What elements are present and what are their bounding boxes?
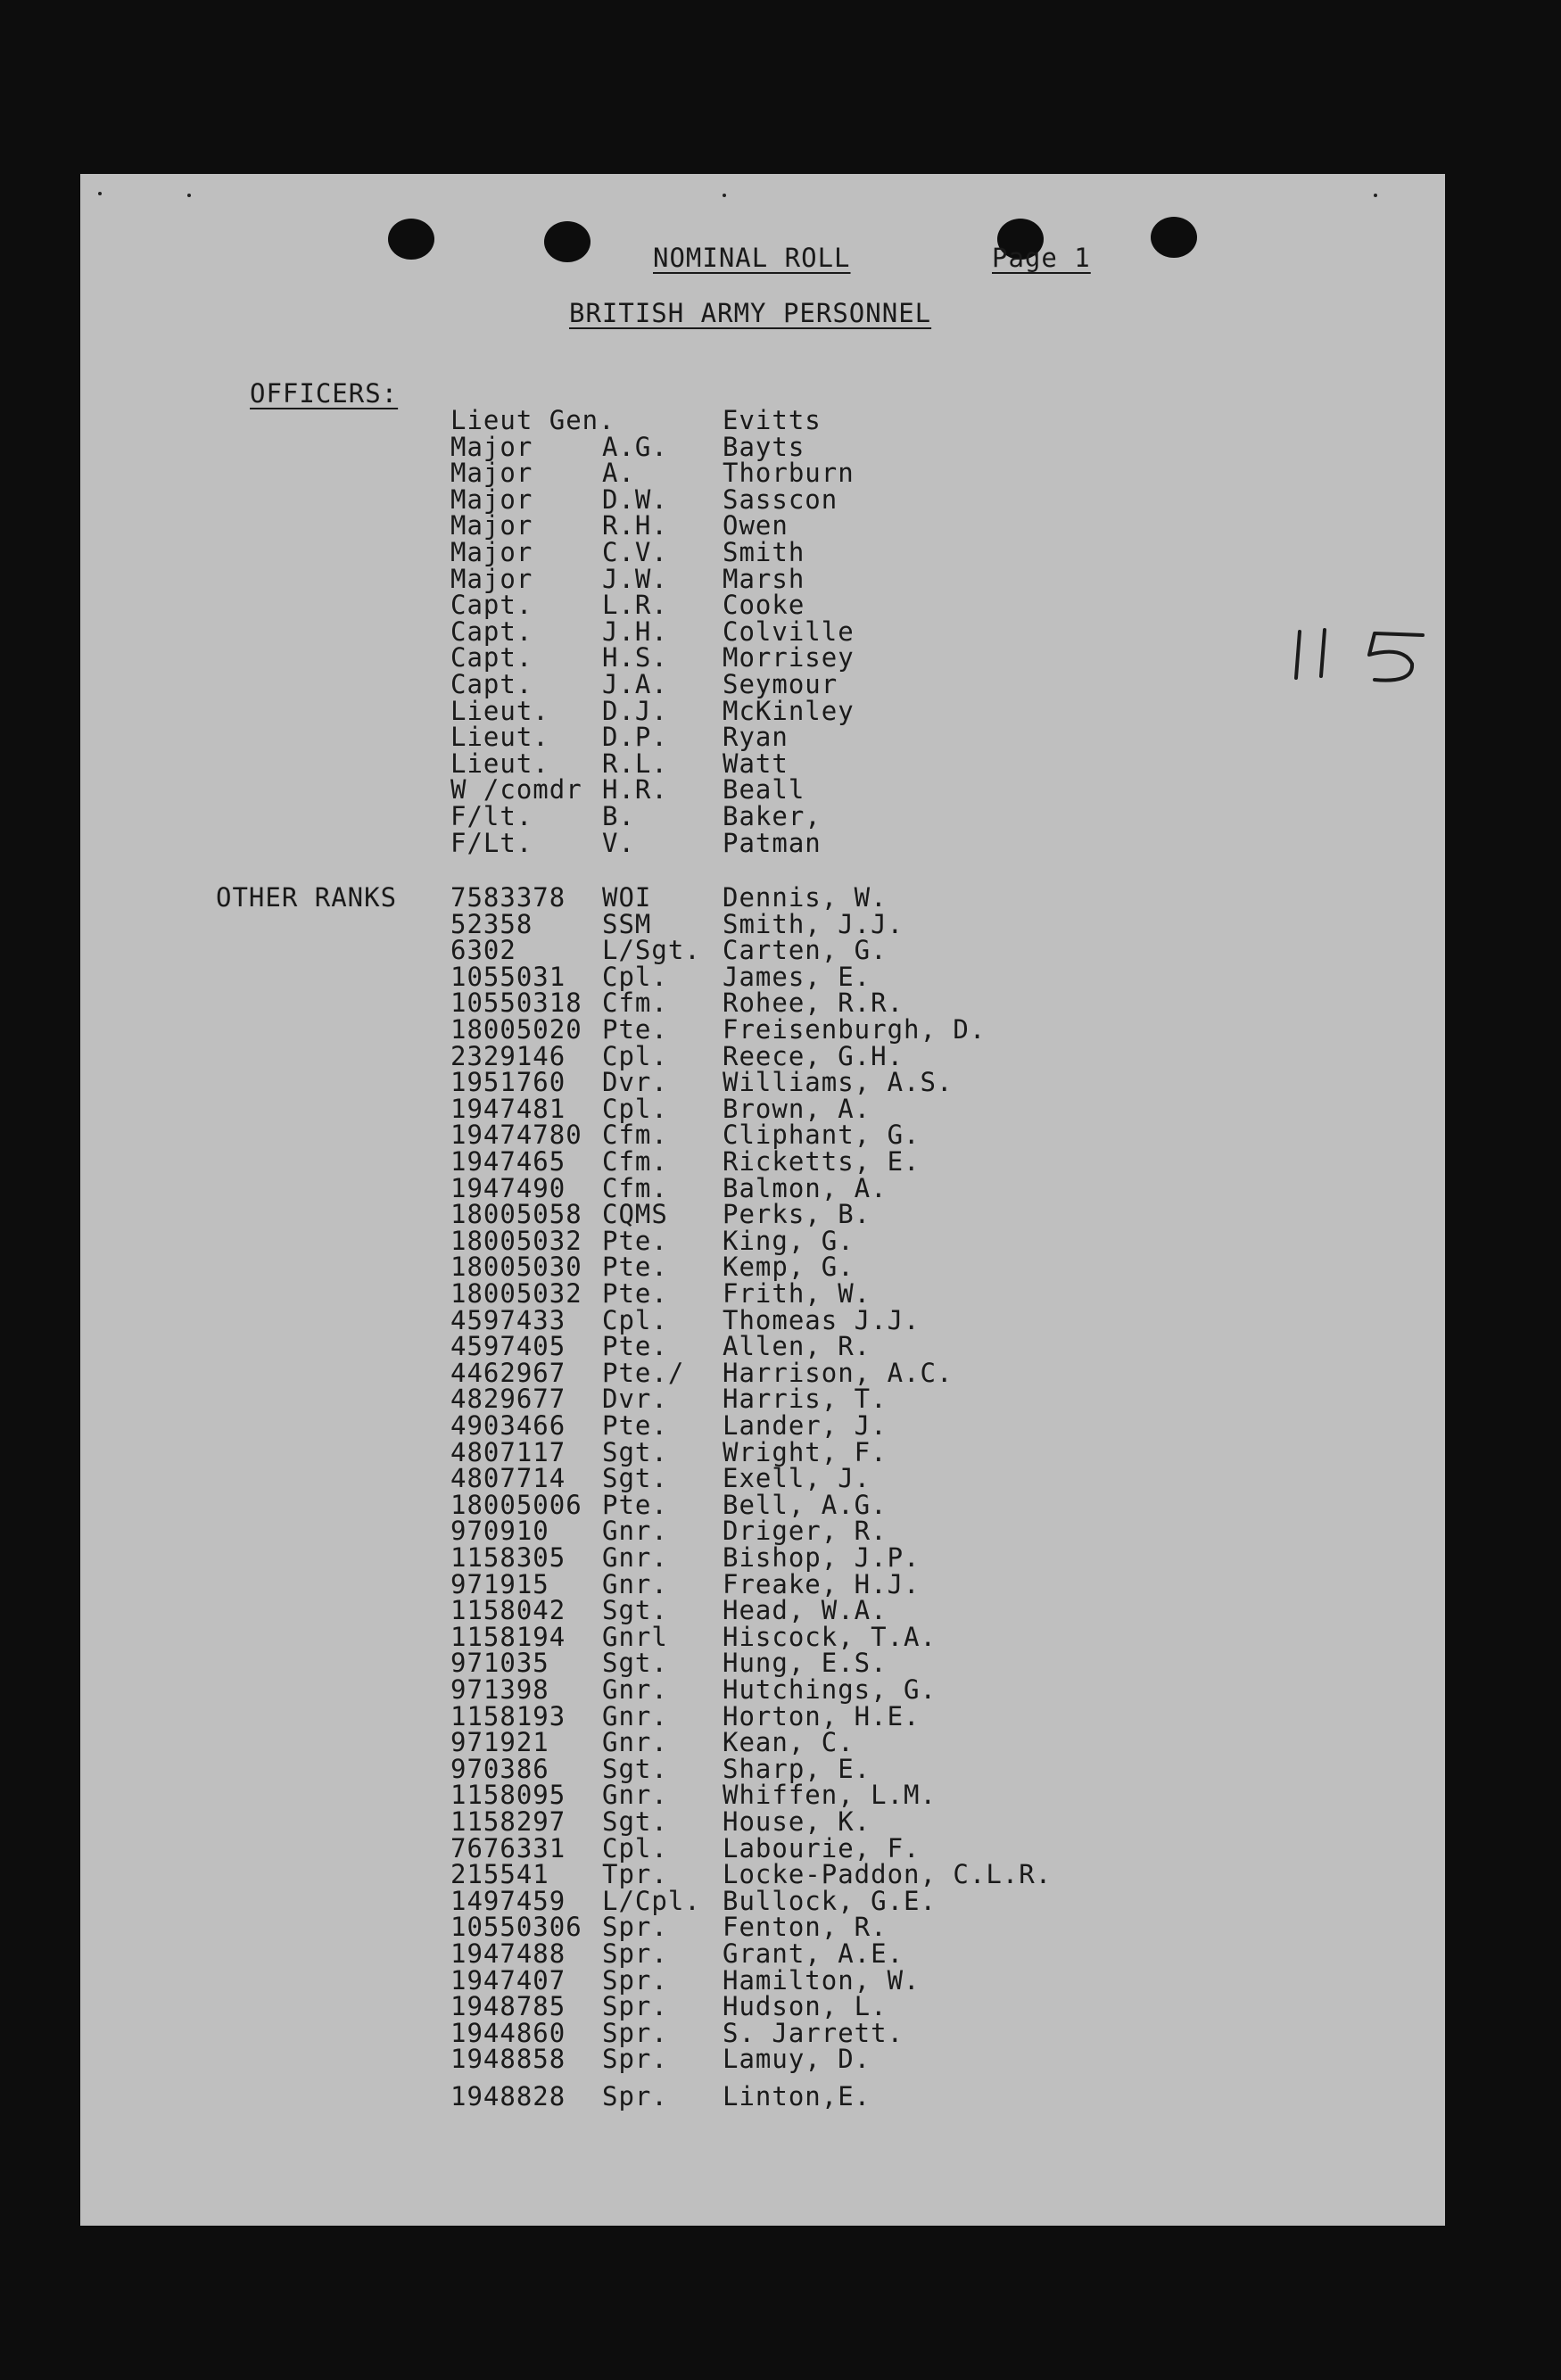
- soldier-name: Bullock, G.E.: [723, 1885, 937, 1916]
- officer-row: [80, 431, 1445, 462]
- paper-speck: [98, 192, 102, 195]
- soldier-name: Frith, W.: [723, 1278, 871, 1309]
- soldier-rank: Gnr.: [602, 1727, 668, 1758]
- soldier-name: Brown, A.: [723, 1093, 871, 1124]
- soldier-rank: Spr.: [602, 1938, 668, 1969]
- other-rank-row: [80, 1172, 1445, 1203]
- officer-rank: Lieut.: [450, 722, 549, 753]
- officer-initials: V.: [602, 827, 635, 858]
- soldier-rank: Spr.: [602, 1964, 668, 1996]
- soldier-rank: Dvr.: [602, 1384, 668, 1415]
- officer-name: Cooke: [723, 590, 805, 621]
- soldier-name: Exell, J.: [723, 1463, 871, 1494]
- service-number: 1947488: [450, 1938, 566, 1969]
- service-number: 1158305: [450, 1542, 566, 1573]
- soldier-name: Freisenburgh, D.: [723, 1014, 987, 1045]
- service-number: 7583378: [450, 882, 566, 913]
- officer-rank: Lieut Gen.: [450, 405, 615, 435]
- officer-row: [80, 537, 1445, 567]
- other-rank-row: [80, 908, 1445, 939]
- soldier-rank: Sgt.: [602, 1806, 668, 1837]
- soldier-rank: Cpl.: [602, 1040, 668, 1071]
- soldier-name: Reece, G.H.: [723, 1040, 904, 1071]
- officer-row: [80, 827, 1445, 858]
- paper-speck: [723, 194, 726, 197]
- officer-rank: Lieut.: [450, 695, 549, 726]
- service-number: 215541: [450, 1859, 549, 1890]
- service-number: 1497459: [450, 1885, 566, 1916]
- other-rank-row: [80, 1568, 1445, 1599]
- officer-initials: J.H.: [602, 616, 668, 647]
- soldier-rank: Spr.: [602, 1991, 668, 2022]
- officer-rank: W /comdr: [450, 774, 582, 806]
- soldier-rank: Pte.: [602, 1278, 668, 1309]
- service-number: 1951760: [450, 1067, 566, 1098]
- service-number: 971921: [450, 1727, 549, 1758]
- service-number: 6302: [450, 935, 516, 966]
- officer-rank: F/lt.: [450, 801, 533, 831]
- officer-row: [80, 616, 1445, 647]
- other-rank-row: [80, 1964, 1445, 1996]
- officer-row: [80, 460, 1445, 487]
- service-number: 18005020: [450, 1014, 582, 1045]
- soldier-name: Driger, R.: [723, 1516, 888, 1547]
- officer-row: [80, 592, 1445, 619]
- other-rank-row: [80, 1753, 1445, 1784]
- other-rank-row: [80, 1859, 1445, 1890]
- other-rank-row: [80, 1386, 1445, 1413]
- officer-row: [80, 510, 1445, 541]
- officer-rank: F/Lt.: [450, 827, 533, 858]
- service-number: 4807714: [450, 1463, 566, 1494]
- service-number: 970386: [450, 1753, 549, 1784]
- other-rank-row: [80, 1410, 1445, 1441]
- soldier-rank: Tpr.: [602, 1859, 668, 1890]
- soldier-rank: Dvr.: [602, 1067, 668, 1098]
- service-number: 18005030: [450, 1252, 582, 1283]
- officer-initials: J.A.: [602, 669, 668, 699]
- soldier-rank: Pte./: [602, 1357, 685, 1388]
- other-rank-row: [80, 1463, 1445, 1494]
- officer-name: McKinley: [723, 695, 855, 726]
- other-rank-row: [80, 1806, 1445, 1837]
- soldier-rank: Sgt.: [602, 1595, 668, 1626]
- other-rank-row: [80, 1832, 1445, 1864]
- service-number: 1947407: [450, 1964, 566, 1996]
- soldier-rank: Spr.: [602, 2081, 668, 2111]
- officer-name: Bayts: [723, 431, 805, 462]
- service-number: 2329146: [450, 1040, 566, 1071]
- other-rank-row: [80, 935, 1445, 966]
- soldier-name: Hamilton, W.: [723, 1964, 921, 1996]
- service-number: 4807117: [450, 1436, 566, 1467]
- officer-rank: Capt.: [450, 669, 533, 699]
- soldier-rank: Cpl.: [602, 1304, 668, 1335]
- officer-initials: C.V.: [602, 537, 668, 567]
- soldier-name: Ricketts, E.: [723, 1146, 921, 1177]
- page-number: Page 1: [992, 243, 1091, 273]
- service-number: 971035: [450, 1648, 549, 1679]
- officer-rank: Major: [450, 537, 533, 567]
- service-number: 1947465: [450, 1146, 566, 1177]
- service-number: 1947490: [450, 1172, 566, 1203]
- officer-row: [80, 695, 1445, 726]
- service-number: 7676331: [450, 1832, 566, 1864]
- other-rank-row: [80, 1014, 1445, 1045]
- soldier-rank: Cfm.: [602, 1172, 668, 1203]
- other-rank-row: [80, 1542, 1445, 1573]
- service-number: 1158297: [450, 1806, 566, 1837]
- officer-initials: L.R.: [602, 590, 668, 621]
- soldier-rank: Gnr.: [602, 1516, 668, 1547]
- officer-name: Baker,: [723, 801, 822, 831]
- soldier-name: James, E.: [723, 961, 871, 992]
- officer-initials: H.R.: [602, 774, 668, 806]
- other-rank-row: [80, 1782, 1445, 1809]
- soldier-rank: Sgt.: [602, 1753, 668, 1784]
- soldier-name: Allen, R.: [723, 1331, 871, 1362]
- officer-row: [80, 724, 1445, 751]
- service-number: 1055031: [450, 961, 566, 992]
- other-rank-row: [80, 1436, 1445, 1467]
- other-rank-row: [80, 1067, 1445, 1098]
- other-rank-row: [80, 1331, 1445, 1362]
- officer-name: Patman: [723, 827, 822, 858]
- document-subtitle: BRITISH ARMY PERSONNEL: [569, 298, 932, 328]
- officer-initials: R.L.: [602, 748, 668, 779]
- service-number: 4462967: [450, 1357, 566, 1388]
- soldier-name: Locke-Paddon, C.L.R.: [723, 1859, 1053, 1890]
- soldier-name: S. Jarrett.: [723, 2017, 904, 2048]
- service-number: 10550318: [450, 988, 582, 1019]
- soldier-name: Hutchings, G.: [723, 1674, 937, 1705]
- service-number: 18005032: [450, 1278, 582, 1309]
- soldier-name: Lamuy, D.: [723, 2044, 871, 2075]
- soldier-rank: Gnr.: [602, 1700, 668, 1731]
- service-number: 4903466: [450, 1410, 566, 1441]
- other-rank-row: [80, 2046, 1445, 2073]
- soldier-name: Carten, G.: [723, 935, 888, 966]
- soldier-rank: Pte.: [602, 1225, 668, 1256]
- soldier-rank: L/Cpl.: [602, 1885, 701, 1916]
- other-rank-row: [80, 2017, 1445, 2048]
- service-number: 971398: [450, 1674, 549, 1705]
- service-number: 4597405: [450, 1331, 566, 1362]
- service-number: 1947481: [450, 1093, 566, 1124]
- soldier-name: Hung, E.S.: [723, 1648, 888, 1679]
- soldier-name: Fenton, R.: [723, 1912, 888, 1943]
- soldier-rank: Cpl.: [602, 961, 668, 992]
- officer-name: Marsh: [723, 563, 805, 594]
- officer-row: [80, 642, 1445, 674]
- officer-name: Ryan: [723, 722, 789, 753]
- soldier-rank: CQMS: [602, 1199, 668, 1230]
- officer-initials: B.: [602, 801, 635, 831]
- officer-row: [80, 483, 1445, 515]
- soldier-name: Hiscock, T.A.: [723, 1621, 937, 1652]
- paper-speck: [187, 194, 191, 197]
- officer-row: [80, 563, 1445, 594]
- document-page: [80, 174, 1445, 2226]
- officer-name: Owen: [723, 510, 789, 541]
- service-number: 1158095: [450, 1780, 566, 1811]
- officer-name: Smith: [723, 537, 805, 567]
- service-number: 1158042: [450, 1595, 566, 1626]
- soldier-name: Wright, F.: [723, 1436, 888, 1467]
- soldier-name: Grant, A.E.: [723, 1938, 904, 1969]
- service-number: 18005032: [450, 1225, 582, 1256]
- officer-name: Watt: [723, 748, 789, 779]
- officer-initials: D.J.: [602, 695, 668, 726]
- other-rank-row: [80, 1650, 1445, 1677]
- soldier-name: Perks, B.: [723, 1199, 871, 1230]
- service-number: 18005058: [450, 1199, 582, 1230]
- soldier-rank: Spr.: [602, 2017, 668, 2048]
- officers-label: OFFICERS:: [250, 378, 399, 409]
- officer-initials: H.S.: [602, 642, 668, 674]
- officer-name: Colville: [723, 616, 855, 647]
- soldier-name: Rohee, R.R.: [723, 988, 904, 1019]
- soldier-name: Hudson, L.: [723, 1991, 888, 2022]
- soldier-rank: Sgt.: [602, 1648, 668, 1679]
- service-number: 1158193: [450, 1700, 566, 1731]
- officer-name: Thorburn: [723, 458, 855, 489]
- officer-name: Seymour: [723, 669, 838, 699]
- soldier-rank: Pte.: [602, 1014, 668, 1045]
- officer-name: Evitts: [723, 405, 822, 435]
- soldier-rank: Gnr.: [602, 1674, 668, 1705]
- soldier-name: Thomeas J.J.: [723, 1304, 921, 1335]
- officer-rank: Major: [450, 483, 533, 515]
- officer-rank: Capt.: [450, 590, 533, 621]
- other-rank-row: [80, 1146, 1445, 1177]
- officer-initials: D.P.: [602, 722, 668, 753]
- officer-rank: Capt.: [450, 642, 533, 674]
- document-title: NOMINAL ROLL: [653, 243, 851, 273]
- other-rank-row: [80, 1674, 1445, 1705]
- soldier-name: Dennis, W.: [723, 882, 888, 913]
- service-number: 970910: [450, 1516, 549, 1547]
- other-rank-row: [80, 1727, 1445, 1758]
- soldier-rank: Spr.: [602, 1912, 668, 1943]
- officer-rank: Capt.: [450, 616, 533, 647]
- officer-initials: D.W.: [602, 483, 668, 515]
- soldier-rank: Pte.: [602, 1489, 668, 1520]
- other-rank-row: [80, 1357, 1445, 1388]
- soldier-name: Harris, T.: [723, 1384, 888, 1415]
- punch-hole: [544, 221, 591, 262]
- soldier-rank: Pte.: [602, 1331, 668, 1362]
- soldier-rank: Sgt.: [602, 1463, 668, 1494]
- other-rank-row: [80, 1885, 1445, 1916]
- other-rank-row: [80, 1518, 1445, 1545]
- soldier-rank: Pte.: [602, 1252, 668, 1283]
- soldier-name: Whiffen, L.M.: [723, 1780, 937, 1811]
- officer-initials: A.: [602, 458, 635, 489]
- other-rank-row: [80, 1040, 1445, 1071]
- other-rank-row: [80, 1991, 1445, 2022]
- service-number: 1948785: [450, 1991, 566, 2022]
- officer-rank: Major: [450, 563, 533, 594]
- service-number: 971915: [450, 1568, 549, 1599]
- other-rank-row: [80, 1122, 1445, 1149]
- soldier-name: Sharp, E.: [723, 1753, 871, 1784]
- service-number: 52358: [450, 908, 533, 939]
- other-rank-row: [80, 1278, 1445, 1309]
- other-rank-row: [80, 882, 1445, 913]
- officer-name: Beall: [723, 774, 805, 806]
- soldier-name: Williams, A.S.: [723, 1067, 954, 1098]
- other-rank-row: [80, 1199, 1445, 1230]
- soldier-name: Smith, J.J.: [723, 908, 904, 939]
- soldier-name: Kean, C.: [723, 1727, 855, 1758]
- soldier-name: Harrison, A.C.: [723, 1357, 954, 1388]
- officer-rank: Major: [450, 431, 533, 462]
- soldier-rank: Cfm.: [602, 1146, 668, 1177]
- soldier-name: Lander, J.: [723, 1410, 888, 1441]
- soldier-name: Linton,E.: [723, 2081, 871, 2111]
- soldier-rank: L/Sgt.: [602, 935, 701, 966]
- officer-name: Sasscon: [723, 483, 838, 515]
- soldier-name: Bell, A.G.: [723, 1489, 888, 1520]
- soldier-rank: SSM: [602, 908, 652, 939]
- soldier-rank: Sgt.: [602, 1436, 668, 1467]
- officer-row: [80, 669, 1445, 699]
- other-rank-row: [80, 2081, 1445, 2111]
- service-number: 1948828: [450, 2081, 566, 2111]
- soldier-name: Balmon, A.: [723, 1172, 888, 1203]
- soldier-rank: Cfm.: [602, 988, 668, 1019]
- soldier-rank: Cpl.: [602, 1832, 668, 1864]
- service-number: 18005006: [450, 1489, 582, 1520]
- soldier-rank: Cfm.: [602, 1120, 668, 1151]
- other-ranks-label: OTHER RANKS: [216, 882, 398, 913]
- soldier-rank: Spr.: [602, 2044, 668, 2075]
- soldier-name: Horton, H.E.: [723, 1700, 921, 1731]
- officer-initials: J.W.: [602, 563, 668, 594]
- service-number: 19474780: [450, 1120, 582, 1151]
- service-number: 4597433: [450, 1304, 566, 1335]
- soldier-name: Cliphant, G.: [723, 1120, 921, 1151]
- other-rank-row: [80, 990, 1445, 1017]
- other-rank-row: [80, 1489, 1445, 1520]
- officer-row: [80, 748, 1445, 779]
- officer-initials: R.H.: [602, 510, 668, 541]
- soldier-rank: Gnrl: [602, 1621, 668, 1652]
- service-number: 1944860: [450, 2017, 566, 2048]
- paper-speck: [1374, 194, 1377, 197]
- other-rank-row: [80, 1225, 1445, 1256]
- other-rank-row: [80, 1595, 1445, 1626]
- soldier-rank: WOI: [602, 882, 652, 913]
- punch-hole: [1151, 217, 1197, 258]
- officer-name: Morrisey: [723, 642, 855, 674]
- other-rank-row: [80, 1700, 1445, 1731]
- soldier-name: Freake, H.J.: [723, 1568, 921, 1599]
- soldier-name: Labourie, F.: [723, 1832, 921, 1864]
- other-rank-row: [80, 1621, 1445, 1652]
- other-rank-row: [80, 1304, 1445, 1335]
- service-number: 1948858: [450, 2044, 566, 2075]
- soldier-rank: Gnr.: [602, 1542, 668, 1573]
- officer-rank: Major: [450, 510, 533, 541]
- soldier-name: King, G.: [723, 1225, 855, 1256]
- officer-rank: Major: [450, 458, 533, 489]
- other-rank-row: [80, 1938, 1445, 1969]
- officer-initials: A.G.: [602, 431, 668, 462]
- other-rank-row: [80, 1914, 1445, 1941]
- other-rank-row: [80, 961, 1445, 992]
- soldier-name: House, K.: [723, 1806, 871, 1837]
- soldier-rank: Cpl.: [602, 1093, 668, 1124]
- soldier-name: Bishop, J.P.: [723, 1542, 921, 1573]
- officer-row: [80, 774, 1445, 806]
- other-rank-row: [80, 1254, 1445, 1281]
- punch-hole: [388, 219, 434, 260]
- service-number: 4829677: [450, 1384, 566, 1415]
- soldier-name: Head, W.A.: [723, 1595, 888, 1626]
- soldier-rank: Gnr.: [602, 1780, 668, 1811]
- other-rank-row: [80, 1093, 1445, 1124]
- service-number: 1158194: [450, 1621, 566, 1652]
- soldier-rank: Pte.: [602, 1410, 668, 1441]
- officer-row: [80, 405, 1445, 435]
- officer-rank: Lieut.: [450, 748, 549, 779]
- officer-row: [80, 801, 1445, 831]
- soldier-name: Kemp, G.: [723, 1252, 855, 1283]
- service-number: 10550306: [450, 1912, 582, 1943]
- soldier-rank: Gnr.: [602, 1568, 668, 1599]
